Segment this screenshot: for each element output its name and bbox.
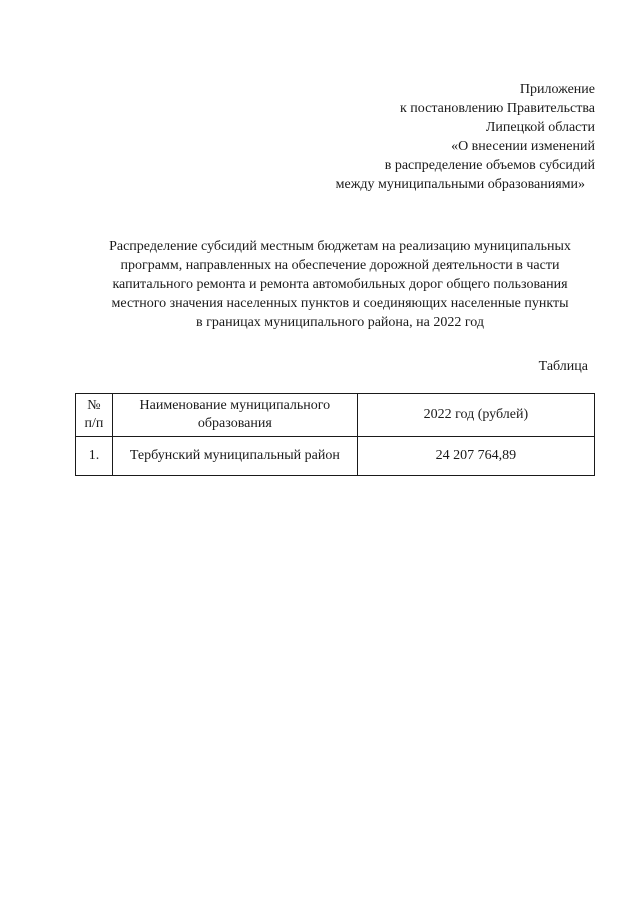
title-line: местного значения населенных пунктов и соединяющих населенные пункты [111, 296, 569, 311]
appendix-block [275, 80, 595, 194]
table-label: Таблица [538, 359, 588, 374]
title-line: Распределение субсидий местным бюджетам на реализацию муниципальных [109, 239, 571, 254]
table-header-row [76, 394, 595, 437]
header-name: Наименование муниципального образования [112, 394, 357, 437]
header-number: № п/п [76, 394, 113, 437]
title-line: капитального ремонта и ремонта автомобильных дорог общего пользования [112, 277, 568, 292]
appendix-line: «О внесении изменений [451, 139, 595, 154]
document-title [80, 237, 600, 332]
appendix-line: в распределение объемов субсидий [384, 158, 595, 173]
table-row [76, 437, 595, 476]
title-line: программ, направленных на обеспечение дорожной деятельности в части [120, 258, 560, 273]
header-amount: 2022 год (рублей) [357, 394, 594, 437]
appendix-line: Приложение [519, 82, 595, 97]
appendix-line: Липецкой области [485, 120, 595, 135]
subsidy-table [75, 393, 595, 476]
cell-name: Тербунский муниципальный район [112, 437, 357, 476]
cell-amount: 24 207 764,89 [357, 437, 594, 476]
appendix-line: между муниципальными образованиями» [335, 177, 585, 192]
title-line: в границах муниципального района, на 2022 год [196, 315, 484, 330]
appendix-line: к постановлению Правительства [399, 101, 595, 116]
cell-number: 1. [76, 437, 113, 476]
